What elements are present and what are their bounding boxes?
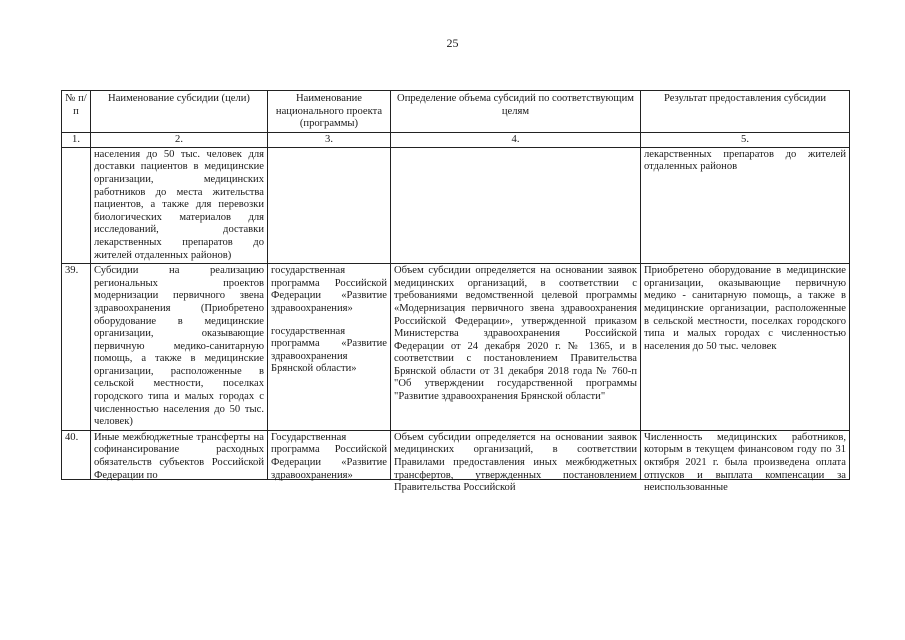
column-number: 4.	[391, 132, 641, 147]
column-number: 2.	[91, 132, 268, 147]
column-number-row	[62, 132, 850, 147]
row-subsidy-name-text: Иные межбюджетные трансферты на софинансирование расходных обязательств субъектов Российской Федерации по	[94, 431, 264, 481]
row-project	[268, 147, 391, 263]
row-subsidy-name	[91, 430, 268, 479]
header-volume-definition: Определение объема субсидий по соответствующим целям	[391, 91, 641, 133]
row-project-text: Государственная программа Российской Федерации «Развитие здравоохранения»	[271, 431, 387, 481]
table-header-row	[62, 91, 850, 133]
row-volume	[391, 430, 641, 494]
row-result: Приобретено оборудование в медицинские организации, оказывающие первичную медико - санитарную помощь, а также в медицинские организации, расположенные в сельской местности, поселках городского типа и малых городах с численностью населения до 50 тыс. человек	[641, 264, 850, 431]
row-project-regional: государственная программа «Развитие здравоохранения Брянской области»	[271, 325, 387, 375]
row-volume	[391, 147, 641, 263]
header-num: № п/п	[62, 91, 91, 133]
row-num: 39.	[62, 264, 91, 431]
column-number: 3.	[268, 132, 391, 147]
table-row	[62, 147, 850, 263]
header-national-project: Наименование национального проекта (программы)	[268, 91, 391, 133]
row-num: 40.	[62, 430, 91, 479]
column-number: 1.	[62, 132, 91, 147]
subsidies-table	[61, 90, 850, 494]
table-row	[62, 430, 850, 479]
header-subsidy-name: Наименование субсидии (цели)	[91, 91, 268, 133]
row-project	[268, 430, 391, 479]
row-project	[268, 264, 391, 431]
header-result: Результат предоставления субсидии	[641, 91, 850, 133]
row-num	[62, 147, 91, 263]
row-result-text: Численность медицинских работников, которым в текущем финансовом году по 31 октября 2021 г. была произведена оплата отпусков и выплата компенсации за неиспользованные	[644, 431, 846, 494]
row-result: лекарственных препаратов до жителей отдаленных районов	[641, 147, 850, 263]
row-project-federal: государственная программа Российской Федерации «Развитие здравоохранения»	[271, 265, 387, 314]
column-number: 5.	[641, 132, 850, 147]
row-volume: Объем субсидии определяется на основании заявок медицинских организаций, в соответствии с требованиями ведомственной целевой программы «Модернизация первичного звена здравоохранения Российской Федерации», утвержденной приказом Министерства здравоохранения Российской Федерации от 24 декабря 2020 г. № 1365, и в соответствии с постановлением Правительства Брянской области от 31 декабря 2018 года № 760-п "Об утверждении государственной программы "Развитие здравоохранения Брянской области"	[391, 264, 641, 431]
page-number: 25	[446, 36, 459, 50]
table-row	[62, 264, 850, 431]
row-volume-text: Объем субсидии определяется на основании заявок медицинских организаций, в соответствии Правилами предоставления иных межбюджетных трансфертов, утвержденных постановлением Правительства Российской	[394, 431, 637, 494]
row-subsidy-name: населения до 50 тыс. человек для доставки пациентов в медицинские организации, медицинских работников до места жительства пациентов, а также для перевозки биологических материалов для исследований, доставки лекарственных препаратов до жителей отдаленных районов)	[91, 147, 268, 263]
row-result	[641, 430, 850, 494]
row-subsidy-name: Субсидии на реализацию региональных проектов модернизации первичного звена здравоохранения (Приобретено оборудование в медицинские организации, оказывающие первичную медико-санитарную помощь, а также в медицинские организации, расположенные в сельской местности, поселках городского типа и малых городах с численностью населения до 50 тыс. человек)	[91, 264, 268, 431]
